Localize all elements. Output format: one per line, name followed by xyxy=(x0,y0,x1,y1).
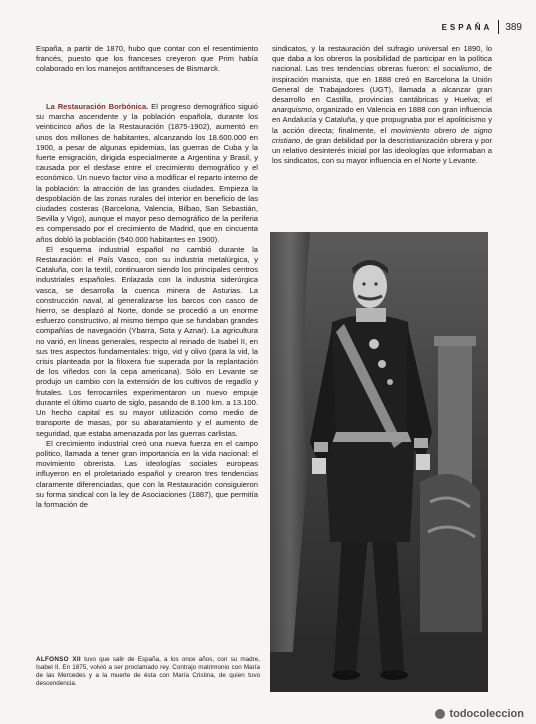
text-run: , de inspiración marxista, que en 1888 creó en Barcelona la Unión General de Trabajadores (UGT), llamada a alcanzar gran desarrollo en Castilla, provincias cantábricas y Huelva; el xyxy=(272,64,492,105)
watermark-text: todocoleccion xyxy=(449,708,524,720)
paragraph-restauracion xyxy=(36,102,258,245)
column-2-body xyxy=(272,44,492,166)
portrait-illustration xyxy=(270,232,488,692)
watermark xyxy=(435,708,524,720)
caption-subject: ALFONSO XII xyxy=(36,656,81,663)
caption-text: tuvo que salir de España, a los once años, con su madre, Isabel II. En 1875, volvió a ser proclamado rey. Contrajo matrimonio con María de las Mercedes y a la muerte de ésta con María Cristina, de quien tuvo descendencia. xyxy=(36,656,260,688)
term-movimiento-cristiano: movimiento obrero de signo cristiano xyxy=(272,125,492,145)
column-1-body xyxy=(36,102,258,510)
portrait-photo xyxy=(270,232,488,692)
paragraph-industria: El esquema industrial español no cambió durante la Restauración: el País Vasco, con su industria metalúrgica, y Cataluña, con la textil, continuaron siendo los principales centros industriales españoles. Enlazada con la industria siderúrgica vasca, se desarrolla la cuenca minera de Asturias. La construcción naval, al generalizarse los barcos con casco de hierro, se desplazó al Norte, donde se procedió a un enorme esfuerzo constructivo, al mismo tiempo que se fundaban grandes compañías de navegación (Ybarra, Sota y Aznar). La agricultura no varió, en líneas generales, respecto al reinado de Isabel II, en sus tres aspectos fundamentales: trigo, vid y olivo (para la vid, la crisis planteada por la filoxera fue superada por la replantación de los viñedos con la cepa americana). Sólo en Levante se produjo un cambio con la extensión de los cultivos de regadío y frutales. Los ferrocarriles experimentaron un nuevo empuje durante el último cuarto de siglo, pasando de 8.100 km. a 13.100. Un hecho capital es su mayor utilización como medio de transporte de masas, por su abaratamiento y el aumento de seguridad, que estaba amenazada por las guerras carlistas. xyxy=(36,244,258,438)
text-run: , organizado en Valencia en 1888 con gran influencia en Andalucía y Cataluña, y que propugnaba por el apoliticismo y la acción directa; finalmente, el xyxy=(272,105,492,135)
page-number: 389 xyxy=(505,21,522,33)
paragraph-obrerismo: El crecimiento industrial creó una nueva fuerza en el campo político, llamada a tener gran importancia en la vida nacional: el movimiento obrerista. Las ideologías sociales europeas influyeron en el proletariado español y crearon tres tendencias claramente diferenciadas, que con la Restauración consiguieron su forma sindical con la ley de Asociaciones (1887), que permitía la formación de xyxy=(36,438,258,509)
text-run: sindicatos, y la restauración del sufragio universal en 1890, lo que daba a los obreros la posibilidad de participar en la política nacional. Las tres tendencias obreras fueron: el xyxy=(272,44,492,74)
section-heading: La Restauración Borbónica. xyxy=(46,102,149,111)
paragraph-restauracion-text: El progreso demográfico siguió su marcha ascendente y la población española, durante los veinticinco años de la Restauración (1875-1902), aumentó en unos dos millones de habitantes, alcanzando los 18.600.000 en 1900, a pesar de algunas epidemias, las guerras de Cuba y la fuerte emigración, dirigida especialmente a Argentina y Brasil, y causada por el desfase entre el crecimiento demográfico y el económico. Un nuevo factor vino a modificar el reparto interno de la población: la atracción de las grandes ciudades. Empieza la despoblación de las zonas rurales del interior en beneficio de las ciudades costeras (Barcelona, Valencia, Bilbao, San Sebastián, Sevilla y Vigo), aunque el mayor peso demográfico de la periferia es compensado por el crecimiento de Madrid, que en cincuenta años dobló la población (540.000 habitantes en 1900). xyxy=(36,102,258,244)
text-run: , de gran debilidad por la descristianización obrera y por un relativo desinterés inicial por las ideologías que informaban a los sindicatos, con su mayor influencia en el Norte y Levante. xyxy=(272,135,492,166)
term-socialismo: socialismo xyxy=(442,64,479,74)
term-anarquismo: anarquismo xyxy=(272,105,312,115)
paragraph-tendencias xyxy=(272,44,492,166)
running-head xyxy=(442,20,522,34)
section-title: ESPAÑA xyxy=(441,22,493,32)
intro-paragraph: España, a partir de 1870, hubo que contar con el resentimiento francés, puesto que los franceses creyeron que Prim había colaborado en los manejos antifranceses de Bismarck. xyxy=(36,44,258,74)
photo-caption xyxy=(36,656,260,688)
header-rule xyxy=(498,20,499,34)
watermark-logo-icon xyxy=(435,709,445,719)
column-1-intro xyxy=(36,44,258,75)
